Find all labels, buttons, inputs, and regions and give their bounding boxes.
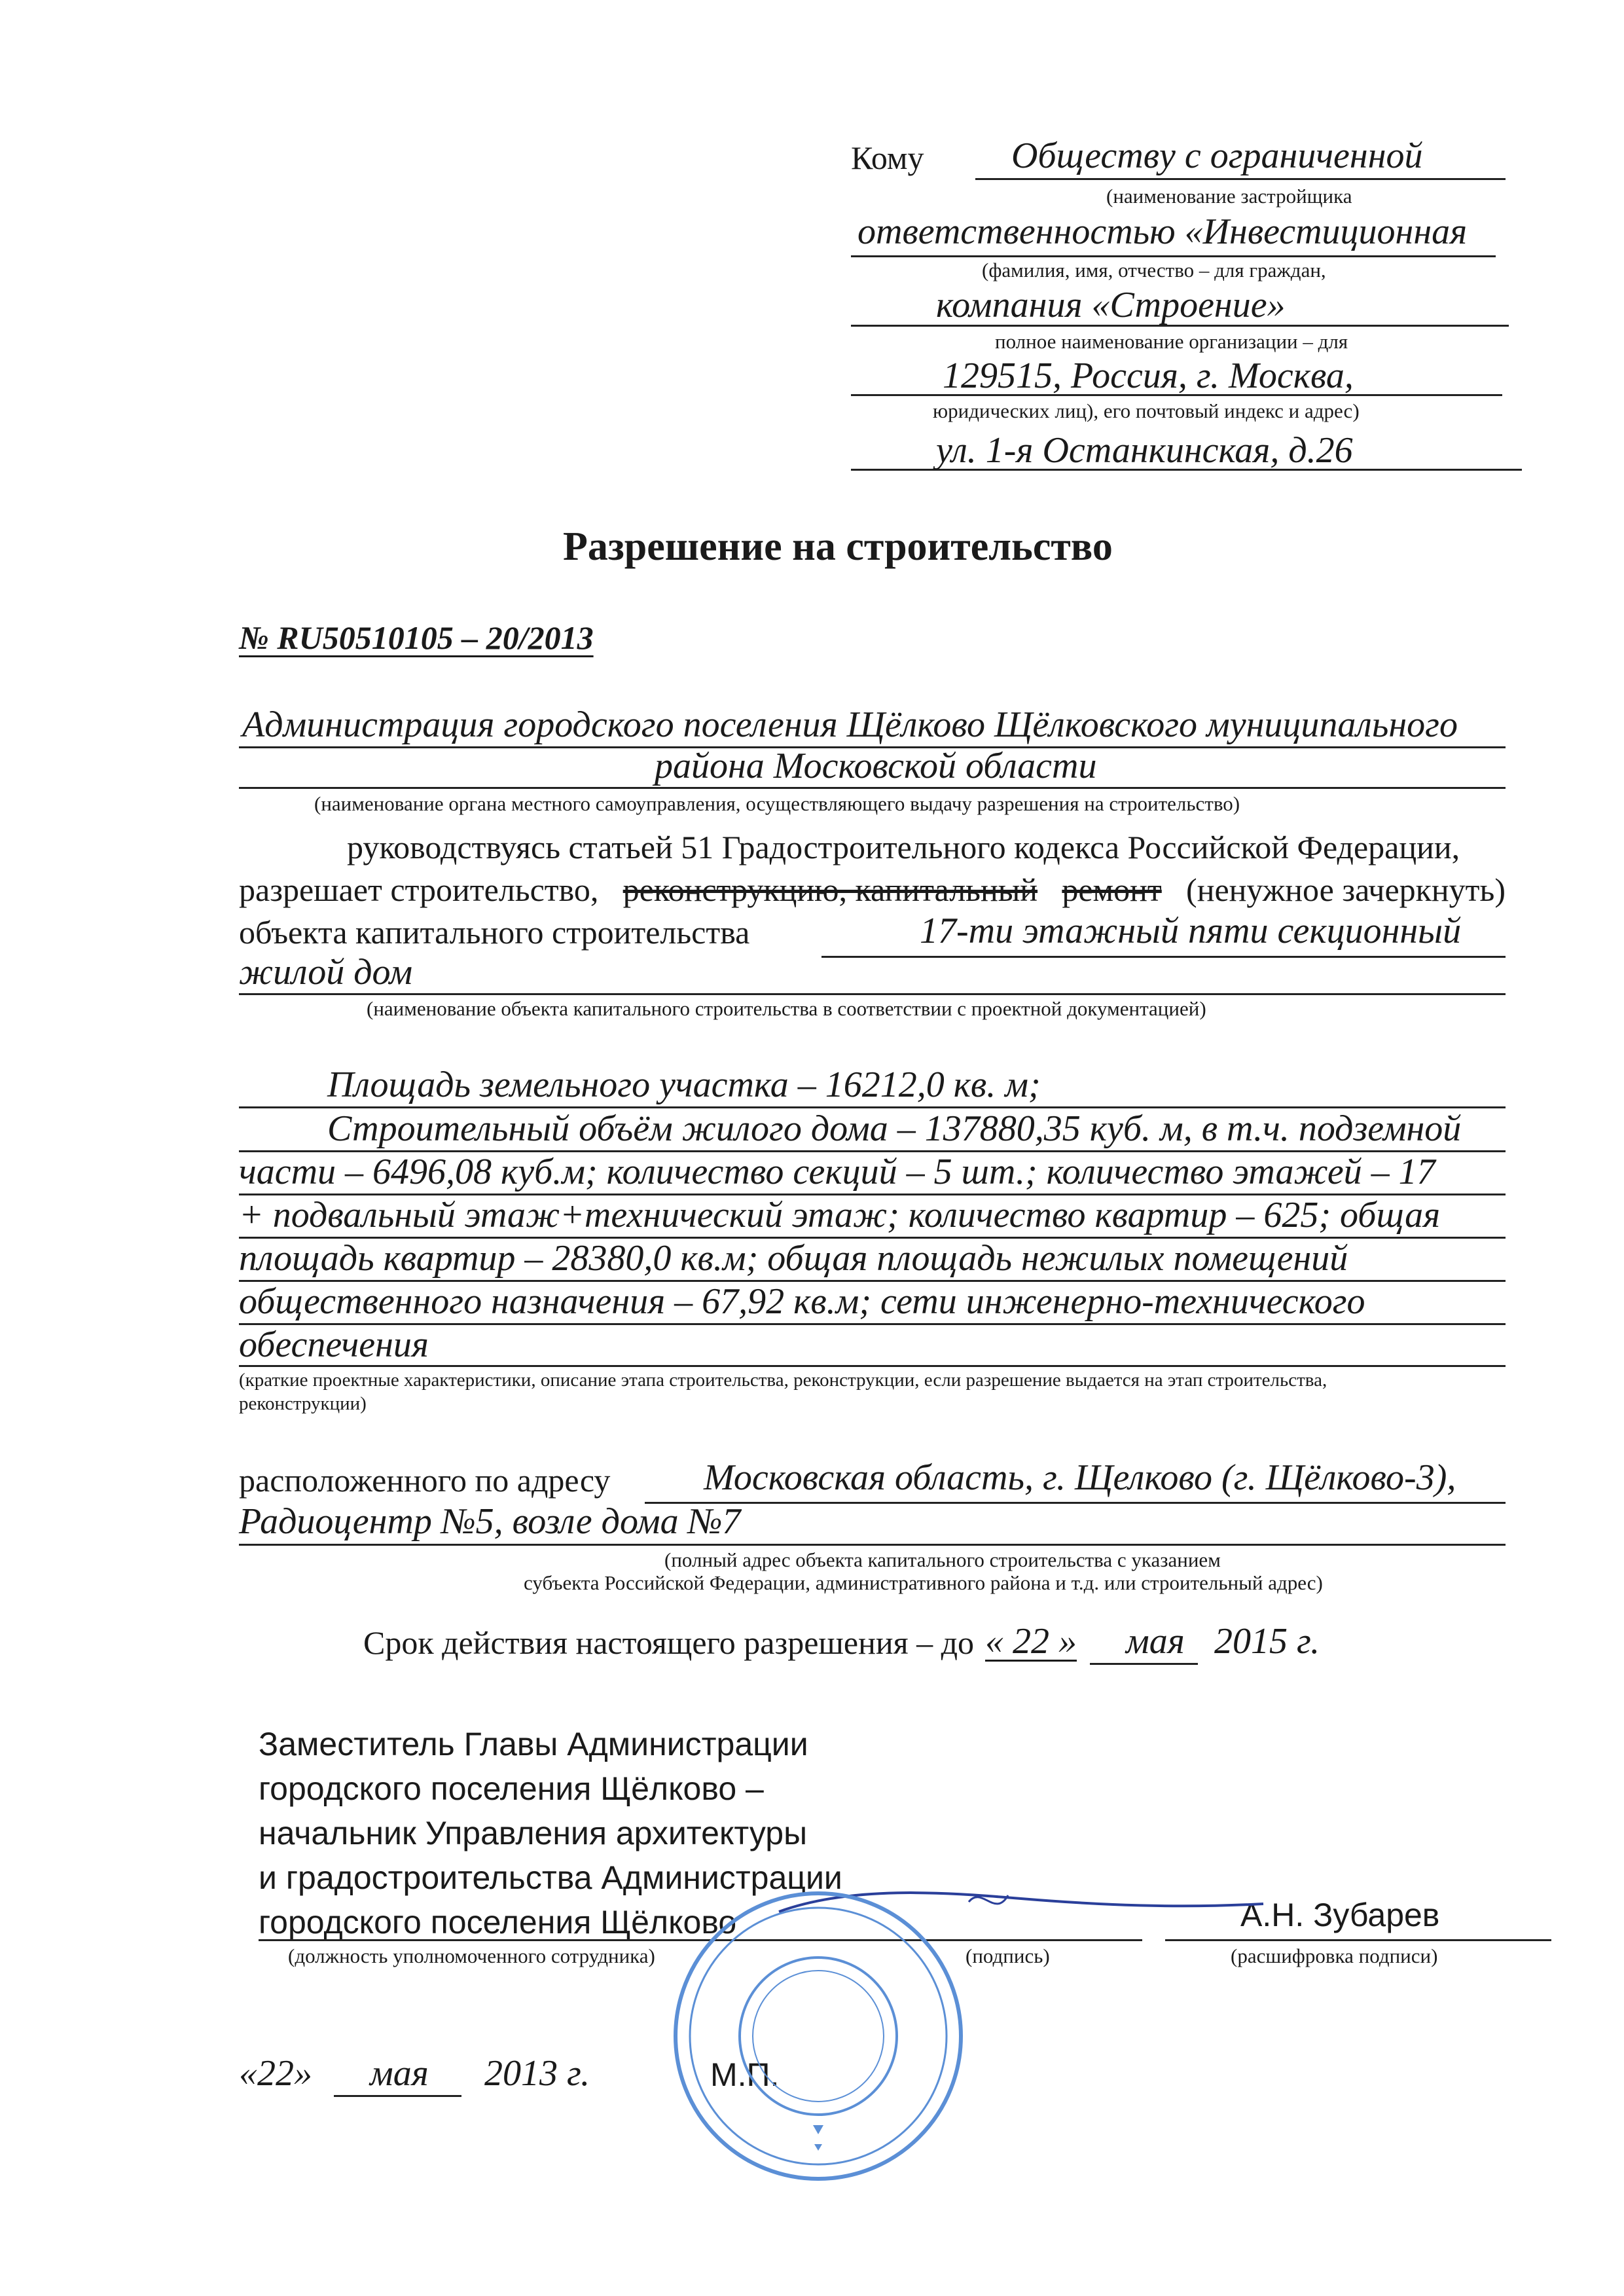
addressee-line-4: 129515, Россия, г. Москва, — [943, 355, 1354, 396]
underline — [821, 956, 1506, 958]
characteristics-caption-2: реконструкции) — [239, 1393, 367, 1414]
addressee-caption-3: полное наименование организации – для — [995, 330, 1348, 353]
underline — [645, 1502, 1506, 1504]
body-line-2-start: разрешает строительство, — [239, 871, 599, 908]
characteristic-line-1: Площадь земельного участка – 16212,0 кв. м; — [327, 1065, 1041, 1105]
underline — [851, 255, 1496, 257]
issue-month: мая — [370, 2053, 429, 2094]
body-line-2 — [239, 871, 1506, 909]
authority-line-2: района Московской области — [655, 746, 1097, 786]
underline — [239, 787, 1506, 789]
addressee-line-5: ул. 1-я Останкинская, д.26 — [936, 430, 1353, 471]
body-line-2-end: (ненужное зачеркнуть) — [1186, 871, 1506, 908]
permit-number: № RU50510105 – 20/2013 — [239, 619, 594, 656]
underline — [1165, 1939, 1551, 1941]
signatory-position-line-1: Заместитель Главы Администрации — [259, 1726, 808, 1762]
object-value-line-1: 17-ти этажный пяти секционный — [920, 911, 1462, 951]
struck-text-reconstruction: реконструкцию, капитальный — [623, 871, 1038, 908]
underline — [239, 993, 1506, 995]
underline — [239, 1544, 1506, 1546]
authority-line-1: Администрация городского поселения Щёлково Щёлковского муниципального — [242, 704, 1458, 745]
body-line-1: руководствуясь статьей 51 Градостроительного кодекса Российской Федерации, — [347, 829, 1460, 866]
characteristic-line-6: общественного назначения – 67,92 кв.м; сети инженерно-технического — [239, 1281, 1365, 1322]
document-title: Разрешение на строительство — [563, 524, 1113, 569]
address-line-2: Радиоцентр №5, возле дома №7 — [239, 1501, 741, 1542]
official-seal — [668, 1886, 969, 2187]
signatory-position-line-5: городского поселения Щёлково — [259, 1904, 737, 1941]
addressee-caption-2: (фамилия, имя, отчество – для граждан, — [982, 259, 1326, 282]
characteristic-line-7: обеспечения — [239, 1324, 429, 1365]
signatory-position-line-2: городского поселения Щёлково – — [259, 1770, 764, 1807]
address-caption-2: субъекта Российской Федерации, административного района и т.д. или строительный адрес) — [524, 1571, 1323, 1594]
underline — [334, 2095, 461, 2097]
characteristic-line-3: части – 6496,08 куб.м; количество секций – 5 шт.; количество этажей – 17 — [239, 1152, 1435, 1192]
authority-caption: (наименование органа местного самоуправления, осуществляющего выдачу разрешения на строительство) — [314, 792, 1240, 815]
addressee-label: Кому — [851, 139, 924, 176]
signatory-position-line-3: начальник Управления архитектуры — [259, 1815, 808, 1851]
seal-label: М.П. — [710, 2056, 780, 2093]
underline — [1090, 1663, 1198, 1665]
issue-day: «22» — [239, 2053, 312, 2094]
object-caption: (наименование объекта капитального строительства в соответствии с проектной документацией) — [367, 997, 1206, 1020]
addressee-line-3: компания «Строение» — [936, 285, 1286, 325]
address-label: расположенного по адресу — [239, 1462, 611, 1499]
issue-year: 2013 г. — [484, 2053, 590, 2094]
characteristics-caption-1: (краткие проектные характеристики, описание этапа строительства, реконструкции, если разрешение выдается на этап строительства, — [239, 1370, 1327, 1391]
signatory-position-line-4: и градостроительства Администрации — [259, 1859, 842, 1896]
object-value-line-2: жилой дом — [239, 952, 413, 993]
object-label: объекта капитального строительства — [239, 914, 750, 951]
struck-text-repair: ремонт — [1062, 871, 1162, 908]
addressee-caption-1: (наименование застройщика — [1106, 185, 1352, 208]
underline — [239, 1323, 1506, 1325]
address-caption-1: (полный адрес объекта капитального строительства с указанием — [664, 1548, 1221, 1571]
addressee-caption-4: юридических лиц), его почтовый индекс и адрес) — [933, 399, 1360, 422]
addressee-line-1: Обществу с ограниченной — [1011, 136, 1423, 176]
underline — [239, 1365, 1506, 1367]
caption-name: (расшифровка подписи) — [1231, 1944, 1438, 1967]
signatory-name: А.Н. Зубарев — [1240, 1897, 1440, 1933]
characteristic-line-2: Строительный объём жилого дома – 137880,35 куб. м, в т.ч. подземной — [327, 1108, 1462, 1149]
characteristic-line-5: площадь квартир – 28380,0 кв.м; общая площадь нежилых помещений — [239, 1238, 1348, 1279]
underline — [975, 178, 1506, 180]
validity-text: Срок действия настоящего разрешения – до — [363, 1624, 975, 1661]
characteristic-line-4: + подвальный этаж+технический этаж; количество квартир – 625; общая — [239, 1195, 1441, 1235]
caption-signature: (подпись) — [965, 1944, 1050, 1967]
validity-month: мая — [1126, 1621, 1185, 1662]
caption-position: (должность уполномоченного сотрудника) — [288, 1944, 655, 1967]
address-line-1: Московская область, г. Щелково (г. Щёлково-3), — [704, 1457, 1456, 1498]
validity-year: 2015 г. — [1214, 1621, 1320, 1662]
addressee-line-2: ответственностью «Инвестиционная — [857, 211, 1468, 252]
validity-day: « 22 » — [985, 1621, 1077, 1662]
